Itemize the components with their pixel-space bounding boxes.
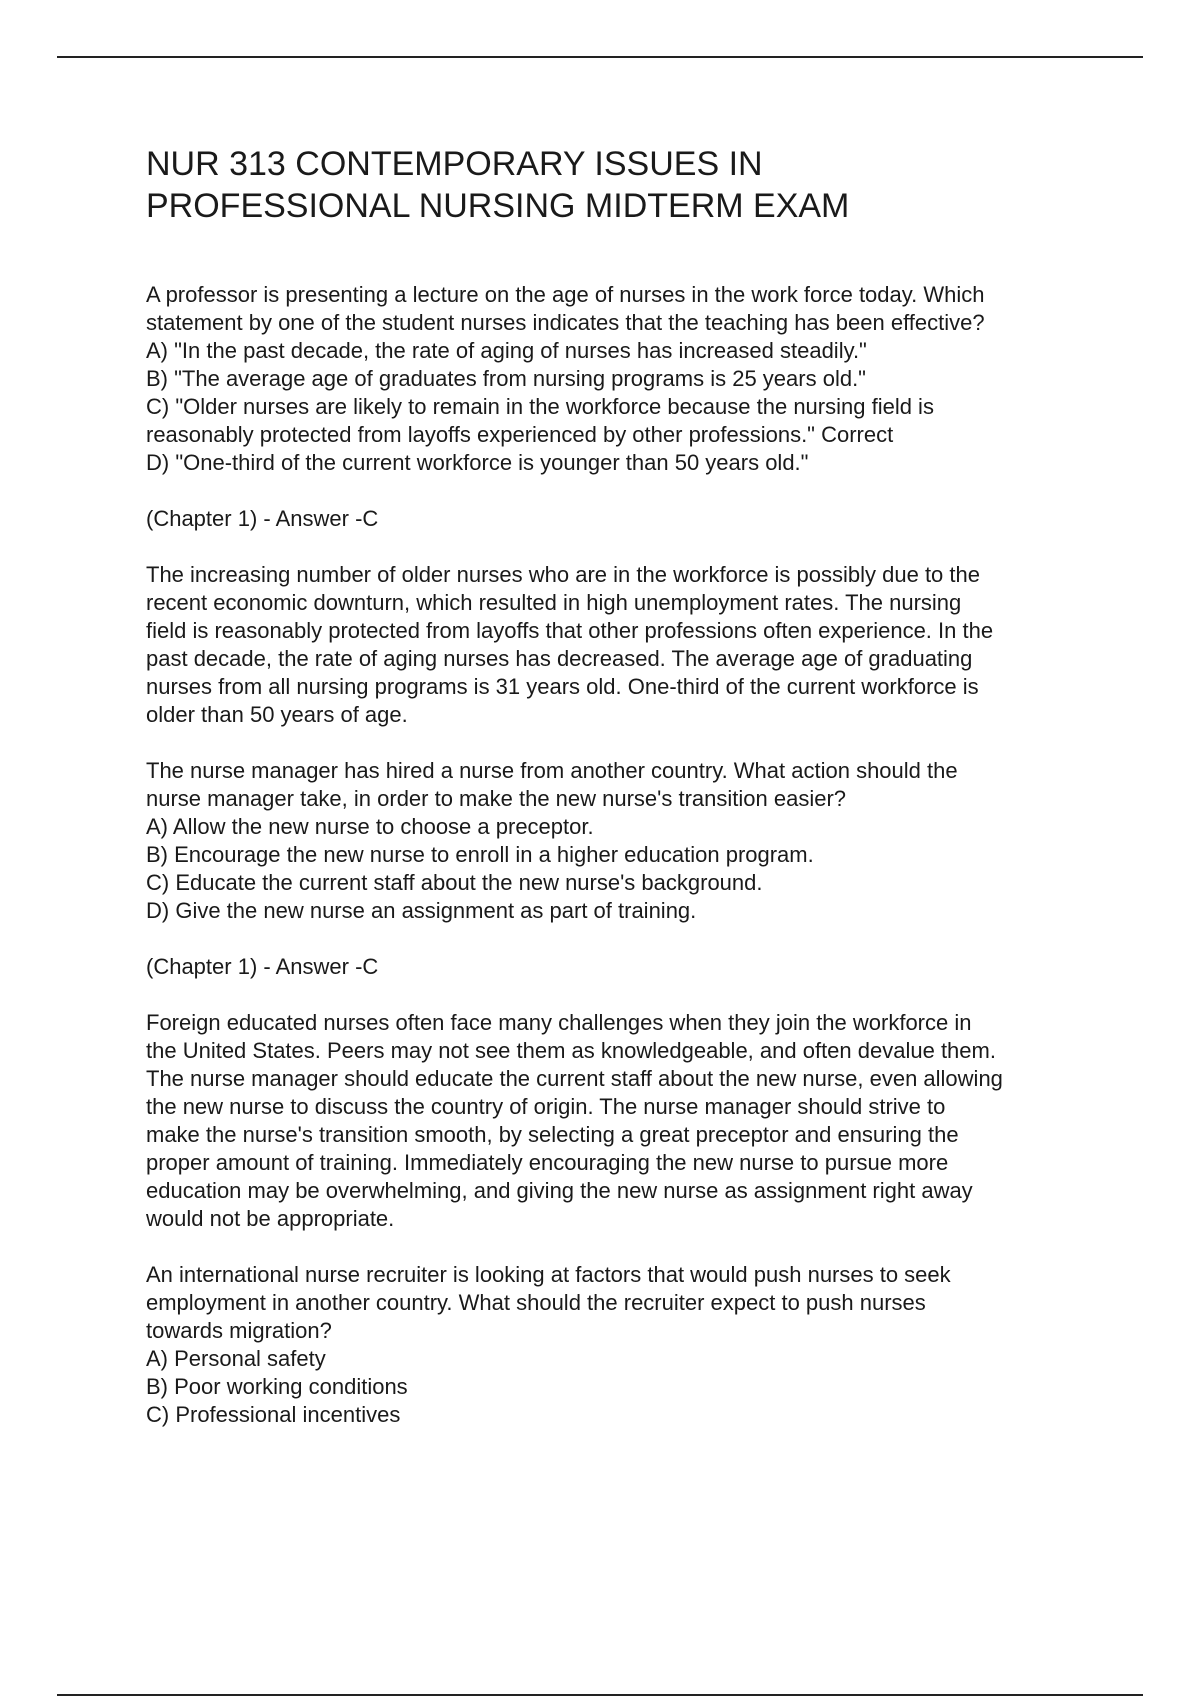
question-3 [146,1261,1106,1429]
answer-1 [146,505,1106,533]
option-a: A) Personal safety [146,1346,326,1371]
rationale-line: older than 50 years of age. [146,702,408,727]
title-line: PROFESSIONAL NURSING MIDTERM EXAM [146,187,850,225]
question-stem-line: statement by one of the student nurses indicates that the teaching has been effective? [146,310,985,335]
rationale-line: The nurse manager should educate the current staff about the new nurse, even allowing [146,1066,1003,1091]
question-1 [146,281,1106,477]
answer-text: (Chapter 1) - Answer -C [146,954,379,979]
question-stem-line: towards migration? [146,1318,332,1343]
rationale-line: Foreign educated nurses often face many challenges when they join the workforce in [146,1010,972,1035]
rationale-line: field is reasonably protected from layoffs that other professions often experience. In the [146,618,994,643]
option-d: D) Give the new nurse an assignment as part of training. [146,898,697,923]
option-c-continued: reasonably protected from layoffs experienced by other professions." Correct [146,422,894,447]
option-b: B) Poor working conditions [146,1374,408,1399]
page-title [146,143,1106,227]
option-c: C) Professional incentives [146,1402,401,1427]
question-stem-line: nurse manager take, in order to make the new nurse's transition easier? [146,786,847,811]
bottom-rule [57,1694,1143,1696]
rationale-line: make the nurse's transition smooth, by selecting a great preceptor and ensuring the [146,1122,959,1147]
rationale-line: the United States. Peers may not see them as knowledgeable, and often devalue them. [146,1038,996,1063]
option-a: A) "In the past decade, the rate of aging of nurses has increased steadily." [146,338,867,363]
rationale-line: The increasing number of older nurses who are in the workforce is possibly due to the [146,562,980,587]
answer-text: (Chapter 1) - Answer -C [146,506,379,531]
question-stem-line: An international nurse recruiter is looking at factors that would push nurses to seek [146,1262,951,1287]
option-c: C) Educate the current staff about the new nurse's background. [146,870,763,895]
question-2 [146,757,1106,925]
rationale-line: would not be appropriate. [146,1206,395,1231]
rationale-line: the new nurse to discuss the country of origin. The nurse manager should strive to [146,1094,946,1119]
question-stem-line: employment in another country. What should the recruiter expect to push nurses [146,1290,926,1315]
rationale-line: proper amount of training. Immediately encouraging the new nurse to pursue more [146,1150,949,1175]
option-a: A) Allow the new nurse to choose a preceptor. [146,814,594,839]
rationale-line: recent economic downturn, which resulted in high unemployment rates. The nursing [146,590,962,615]
rationale-1 [146,561,1106,729]
question-stem-line: The nurse manager has hired a nurse from another country. What action should the [146,758,958,783]
option-b: B) "The average age of graduates from nursing programs is 25 years old." [146,366,866,391]
rationale-line: education may be overwhelming, and giving the new nurse as assignment right away [146,1178,973,1203]
document-body [146,143,1106,1457]
question-stem-line: A professor is presenting a lecture on the age of nurses in the work force today. Which [146,282,985,307]
option-b: B) Encourage the new nurse to enroll in a higher education program. [146,842,814,867]
option-c: C) "Older nurses are likely to remain in the workforce because the nursing field is [146,394,934,419]
title-line: NUR 313 CONTEMPORARY ISSUES IN [146,145,763,183]
option-d: D) "One-third of the current workforce is younger than 50 years old." [146,450,809,475]
answer-2 [146,953,1106,981]
rationale-line: nurses from all nursing programs is 31 years old. One-third of the current workforce is [146,674,979,699]
top-rule [57,56,1143,58]
rationale-2 [146,1009,1106,1233]
rationale-line: past decade, the rate of aging nurses has decreased. The average age of graduating [146,646,973,671]
